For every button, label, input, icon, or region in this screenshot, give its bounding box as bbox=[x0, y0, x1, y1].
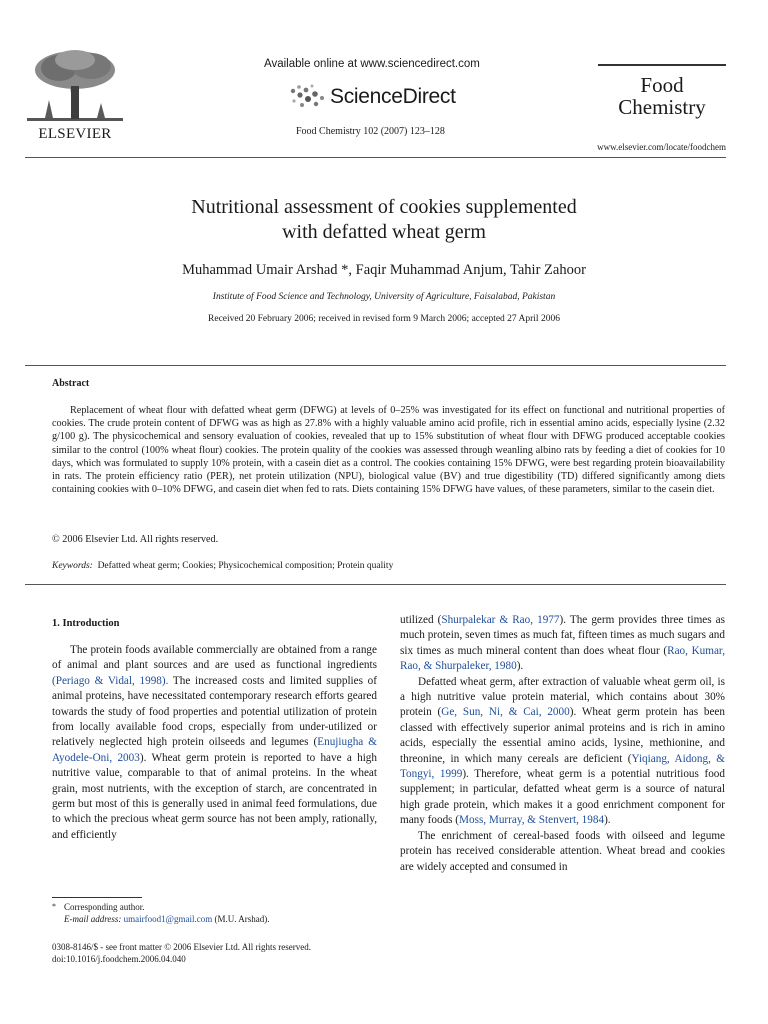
right-column bbox=[400, 613, 725, 875]
journal-title-rule bbox=[598, 64, 726, 66]
citation-link[interactable]: Enujiugha & Ayodele-Oni, 2003 bbox=[52, 736, 378, 764]
intro-paragraph-continued bbox=[400, 613, 725, 675]
email-label: E-mail address: bbox=[64, 914, 122, 924]
header-divider bbox=[25, 157, 726, 158]
received-dates: Received 20 February 2006; received in revised form 9 March 2006; accepted 27 April 2006 bbox=[208, 314, 560, 324]
journal-title-line1: Food bbox=[640, 73, 684, 97]
intro-paragraph-1 bbox=[52, 643, 377, 843]
journal-title-line2: Chemistry bbox=[618, 95, 706, 119]
affiliation: Institute of Food Science and Technology, University of Agriculture, Faisalabad, Pakistan bbox=[212, 292, 556, 302]
intro-text: utilized ( bbox=[400, 614, 442, 626]
email-suffix: (M.U. Arshad). bbox=[212, 914, 270, 924]
citation-link[interactable]: Ge, Sun, Ni, & Cai, 2000 bbox=[441, 706, 570, 719]
intro-text: ). The germ provides three times as much protein, seven times as much fat, fifteen times as much sugars and six times as much mineral content than does wheat flour ( bbox=[400, 614, 725, 657]
citation-link[interactable]: Rao, Kumar, Rao, & Shurpaleker, 1980 bbox=[400, 644, 725, 673]
intro-text: The increased costs and limited supplies of animal proteins, have necessitated contemporary research efforts geared towards the study of food properties and potential utilization of protein from locally available food crops, especially from under-utilized or relatively neglected high protein oilseeds and legumes ( bbox=[52, 674, 378, 749]
issn-line: 0308-8146/$ - see front matter © 2006 Elsevier Ltd. All rights reserved. bbox=[52, 942, 312, 952]
abstract-bottom-divider bbox=[25, 584, 726, 585]
citation-link[interactable]: Moss, Murray, & Stenvert, 1984 bbox=[459, 814, 605, 827]
email-link[interactable]: umairfood1@gmail.com bbox=[123, 914, 213, 924]
intro-text: ). Wheat germ protein has been classed with effectively superior animal proteins and is rich in amino acids, especially the essential amino acids, lysine, methionine, and threonine, in which many cereals are deficient ( bbox=[400, 706, 725, 765]
footnote-divider bbox=[52, 897, 142, 898]
keywords bbox=[52, 561, 725, 571]
citation-link[interactable]: Yiqiang, Aidong, & Tongyi, 1999 bbox=[400, 752, 725, 781]
citation-link[interactable]: Shurpalekar & Rao, 1977 bbox=[441, 614, 560, 626]
keywords-label: Keywords: bbox=[52, 561, 93, 571]
intro-paragraph-3: The enrichment of cereal-based foods with oilseed and legume protein has received considerable attention. Wheat bread and cookies are widely accepted and consumed in bbox=[400, 829, 725, 873]
intro-text: The protein foods available commercially are obtained from a range of animal and plant sources and are used as functional ingredients bbox=[52, 644, 377, 672]
footnote bbox=[52, 901, 269, 925]
keywords-list: Defatted wheat germ; Cookies; Physicochemical composition; Protein quality bbox=[97, 561, 394, 571]
article-title-line2: with defatted wheat germ bbox=[282, 221, 486, 243]
article-title-line1: Nutritional assessment of cookies supplemented bbox=[191, 196, 577, 218]
footnote-email bbox=[52, 913, 269, 925]
publication-info bbox=[52, 941, 311, 965]
abstract-copyright: © 2006 Elsevier Ltd. All rights reserved. bbox=[52, 534, 219, 545]
journal-title bbox=[598, 74, 726, 118]
journal-citation: Food Chemistry 102 (2007) 123–128 bbox=[296, 126, 445, 137]
intro-text: ). bbox=[604, 814, 611, 827]
sciencedirect-dots-icon bbox=[288, 83, 328, 111]
citation-link[interactable]: (Periago & Vidal, 1998). bbox=[52, 674, 169, 687]
abstract-top-divider bbox=[25, 365, 726, 366]
intro-text: Defatted wheat germ, after extraction of valuable wheat germ oil, is a high nutritive value protein material, which contains about 30% protein ( bbox=[400, 675, 725, 719]
abstract-text: Replacement of wheat flour with defatted wheat germ (DFWG) at levels of 0–25% was investigated for its effect on functional and nutritional properties of cookies. The crude protein content of DFWG was as high as 27.8% with a highly valuable amino acid profile, rich in essential amino acids, especially lysine (2.32 g/100 g). The physicochemical and sensory evaluation of cookies, revealed that up to 15% substitution of wheat flour with DFWG produced acceptable cookies similar to the control (100% wheat flour) cookies. The protein quality of the cookies was assessed through weanling albino rats by feeding a diet of cookies for 10 days, which was formulated to supply 10% protein, with a casein diet as a control. The cookies containing 15% DFWG, were best regarding protein bioavailability in rats. The protein efficiency ratio (PER), net protein utilization (NPU), biological value (BV) and true digestibility (TD) differed significantly among diets containing cookies with 0–10% DFWG, and casein diet when fed to rats. Diets containing 15% DFWG have values, of these parameters, similar to the casein diet. bbox=[52, 405, 725, 496]
journal-url[interactable]: www.elsevier.com/locate/foodchem bbox=[597, 142, 726, 152]
abstract-body bbox=[52, 404, 725, 496]
article-title bbox=[60, 195, 708, 245]
abstract-heading: Abstract bbox=[52, 378, 90, 389]
intro-text: ). Therefore, wheat germ is a potential nutritious food supplement; in particular, defatted wheat germ is a source of natural high grade protein, which makes it a good enrichment component for many foods ( bbox=[400, 768, 725, 827]
footnote-marker: * bbox=[52, 902, 56, 911]
available-online-text[interactable]: Available online at www.sciencedirect.com bbox=[264, 58, 480, 70]
section-heading-introduction: 1. Introduction bbox=[52, 618, 120, 629]
sciencedirect-logo[interactable] bbox=[288, 82, 456, 112]
footnote-text: Corresponding author. bbox=[64, 902, 145, 912]
left-column bbox=[52, 643, 377, 843]
sciencedirect-wordmark: ScienceDirect bbox=[330, 85, 456, 108]
intro-paragraph-2 bbox=[400, 675, 725, 829]
intro-text: ). Wheat germ protein is reported to have a high nutritive value, comparable to that of animal proteins. In the wheat grain, most nutrients, with the exception of starch, are concentrated in germ but most of this is generally used in animal feed formulations, due to which the precious wheat germ source has not been amply, rationally, and efficiently bbox=[52, 751, 377, 841]
author-list: Muhammad Umair Arshad *, Faqir Muhammad Anjum, Tahir Zahoor bbox=[182, 262, 586, 278]
doi-line[interactable]: doi:10.1016/j.foodchem.2006.04.040 bbox=[52, 954, 186, 964]
elsevier-tree-logo bbox=[25, 48, 125, 126]
publisher-name: ELSEVIER bbox=[38, 126, 112, 142]
intro-text: ). bbox=[516, 660, 524, 673]
footnote-corresponding bbox=[52, 901, 269, 913]
